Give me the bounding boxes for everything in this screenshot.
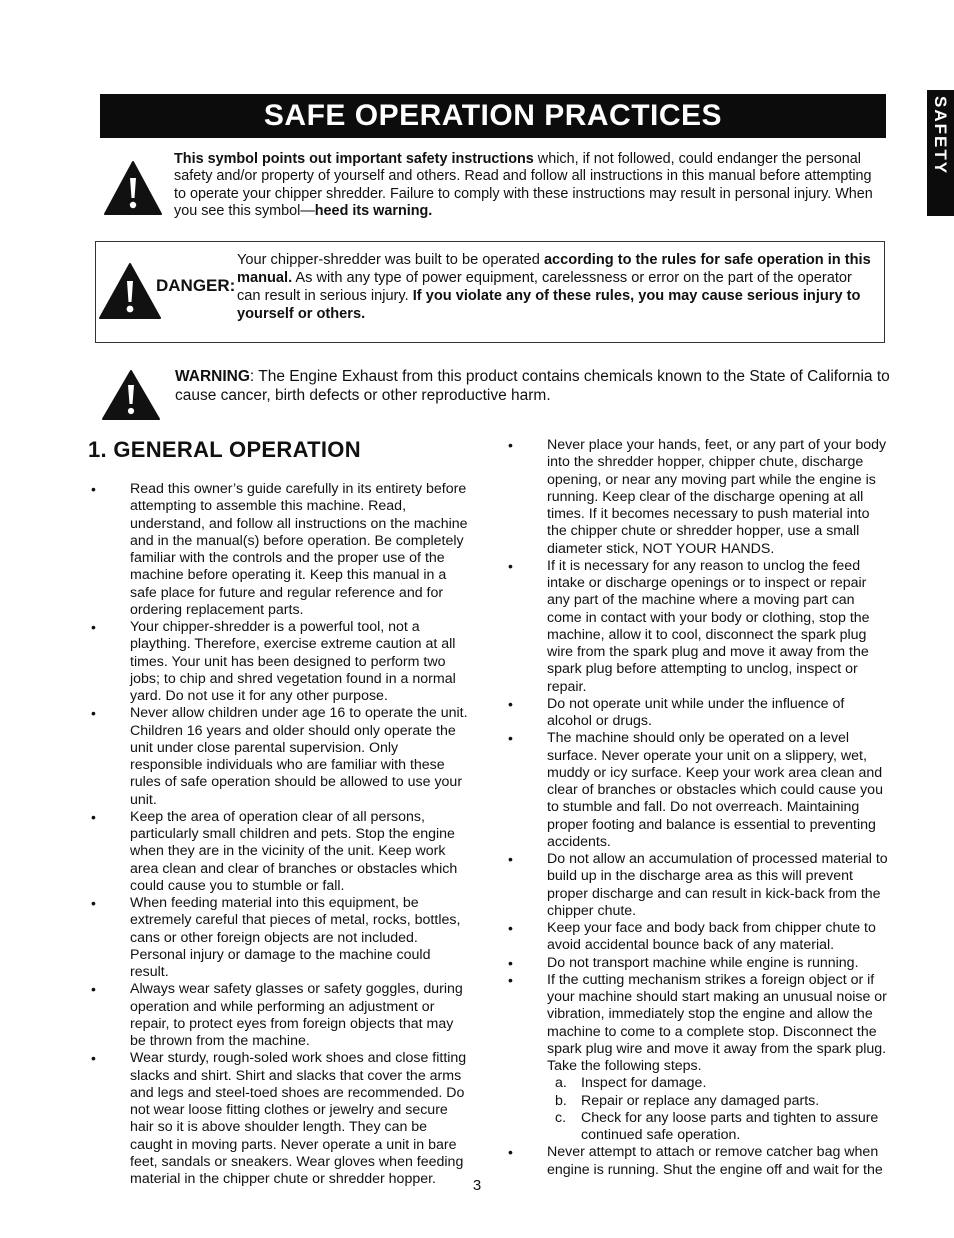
list-item: • The machine should only be operated on a level surface. Never operate your unit on a slippery, wet, muddy or icy surface. Keep your work area clean and clear of branches or obstacles which could cause you to stumble and fall. Do not overreach. Maintaining proper footing and balance is essential to preventing accidents. [508,730,883,850]
sub-step: c. Check for any loose parts and tighten to assure continued safe operation. [555,1109,879,1143]
bullet-icon: • [91,705,96,722]
page-number: 3 [472,1177,482,1194]
side-tab-label: SAFETY [931,96,950,176]
list-item: • Never allow children under age 16 to operate the unit. Children 16 years and older should only operate the unit under close parental supervision. Only responsible individuals who are familiar with these rules of safe operation should be allowed to use your unit. [91,705,468,808]
section-side-tab [927,90,954,216]
bullet-icon: • [91,981,96,998]
list-item: • Keep your face and body back from chipper chute to avoid accidental bounce back of any material. [508,920,876,954]
list-item: • Wear sturdy, rough-soled work shoes and close fitting slacks and shirt. Shirt and slacks that cover the arms and legs and steel-toed shoes are recommended. Do not wear loose fitting clothes or jewelry and secure hair so it is above shoulder length. They can be caught in moving parts. Never operate a unit in bare feet, sandals or sneakers. Wear gloves when feeding material in the chipper chute or shredder hopper. [91,1050,467,1187]
page-title: SAFE OPERATION PRACTICES [100,94,886,138]
list-item: • Read this owner’s guide carefully in its entirety before attempting to assemble this machine. Read, understand, and follow all instructions on the machine and in the manual(s) before operation. Be completely familiar with the controls and the proper use of the machine before operating it. Keep this manual in a safe place for future and regular reference and for ordering replacement parts. [91,481,468,618]
list-item: • Do not transport machine while engine is running. [508,954,859,971]
list-item: • If the cutting mechanism strikes a foreign object or if your machine should start making an unusual noise or vibration, immediately stop the engine and allow the machine to come to a complete stop. Disconnect the spark plug wire and move it away from the spark plug. Take the following steps. a. Inspect for damage. b. Repair or replace any damaged parts. c. Check for any loose parts and tighten to assure continued safe operation. [508,972,892,1145]
bullet-icon: • [508,695,513,712]
list-item: • Your chipper-shredder is a powerful tool, not a plaything. Therefore, exercise extreme caution at all times. Your unit has been designed to perform two jobs; to chip and shred vegetation found in a normal yard. Do not use it for any other purpose. [91,619,456,704]
bullet-icon: • [508,1144,513,1161]
warning-triangle-icon [101,369,161,421]
sub-step: a. Inspect for damage. [555,1075,707,1092]
bullet-icon: • [91,481,96,497]
right-bullet-list [508,437,892,1179]
list-item: • Never place your hands, feet, or any part of your body into the shredder hopper, chipper chute, discharge opening, or near any moving part while the engine is running. Keep clear of the discharge opening at all times. If it becomes necessary to push material into the chipper chute or shredder hopper, use a small diameter stick, NOT YOUR HANDS. [508,437,887,557]
bullet-icon: • [508,920,513,936]
list-item: • When feeding material into this equipment, be extremely careful that pieces of metal, rocks, bottles, cans or other foreign objects are not included. Personal injury or damage to the machine could result. [91,895,461,980]
danger-text: Your chipper-shredder was built to be operated according to the rules for safe operation in this manual. As with any type of power equipment, carelessness or error on the part of the operator can result in serious injury. If you violate any of these rules, you may cause serious injury to yourself or others. [237,252,871,322]
danger-label: DANGER: [156,276,236,295]
list-item: • Do not operate unit while under the influence of alcohol or drugs. [508,695,845,729]
warning-text: WARNING: The Engine Exhaust from this product contains chemicals known to the State of California to cause cancer, birth defects or other reproductive harm. [175,368,890,404]
bullet-icon: • [508,971,513,988]
warning-triangle-icon [103,160,163,216]
bullet-icon: • [91,895,96,911]
list-item: • If it is necessary for any reason to unclog the feed intake or discharge openings or to inspect or repair any part of the machine where a moving part can come in contact with your body or clothing, stop the machine, allow it to cool, disconnect the spark plug wire from the spark plug and move it away from the spark plug before attempting to unclog, inspect or repair. [508,557,870,695]
bullet-icon: • [508,954,513,971]
bullet-icon: • [91,808,96,825]
section-heading: 1. GENERAL OPERATION [88,437,361,462]
bullet-icon: • [508,557,513,574]
left-bullet-list [91,481,471,1188]
list-item: • Always wear safety glasses or safety goggles, during operation and while performing an adjustment or repair, to protect eyes from foreign objects that may be thrown from the machine. [91,981,463,1049]
list-item: • Do not allow an accumulation of processed material to build up in the discharge area as this will prevent proper discharge and can result in kick-back from the chipper chute. [508,851,888,919]
sub-step: b. Repair or replace any damaged parts. [555,1092,820,1109]
bullet-icon: • [508,730,513,747]
bullet-icon: • [91,619,96,635]
list-item: • Keep the area of operation clear of all persons, particularly small children and pets. Stop the engine when they are in the vicinity of the unit. Keep work area clean and clear of branches or obstacles which could cause you to stumble or fall. [91,808,458,894]
warning-triangle-icon [98,262,162,320]
list-item: • Never attempt to attach or remove catcher bag when engine is running. Shut the engine off and wait for the [508,1144,883,1178]
bullet-icon: • [508,851,513,867]
bullet-icon: • [508,437,513,453]
bullet-icon: • [91,1050,96,1067]
safety-symbol-text: This symbol points out important safety instructions which, if not followed, could endanger the personal safety and/or property of yourself and others. Read and follow all instructions in this manual before attempting to operate your chipper shredder. Failure to comply with these instructions may result in personal injury. When you see this symbol—heed its warning. [174,151,873,219]
sub-steps-list [547,1075,892,1144]
